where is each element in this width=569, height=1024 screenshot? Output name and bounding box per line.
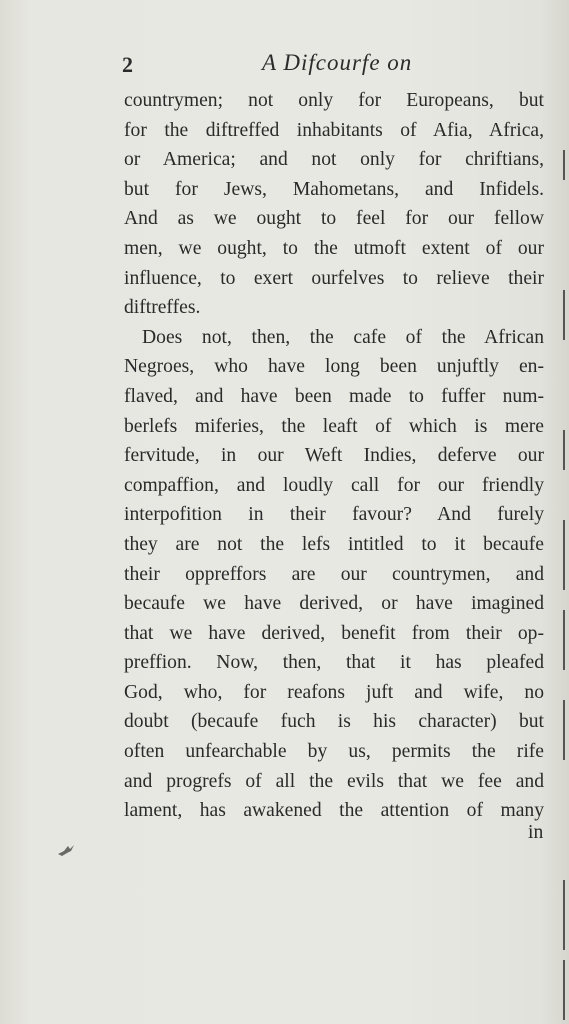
text-line: flaved, and have been made to fuffer num-	[124, 385, 544, 407]
text-line: Negroes, who have long been unjuftly en-	[124, 356, 544, 378]
text-line: men, we ought, to the utmoft extent of our	[124, 237, 544, 259]
text-line: their oppreffors are our countrymen, and	[124, 563, 544, 585]
catchword: in	[528, 822, 544, 843]
body-text	[124, 86, 544, 826]
page-edge-shadow	[563, 610, 565, 670]
text-line: Does not, then, the cafe of the African	[142, 326, 544, 348]
page-edge-shadow	[563, 150, 565, 180]
text-line: diftreffes.	[124, 297, 201, 319]
text-line: fervitude, in our Weft Indies, deferve our	[124, 445, 544, 467]
text-line: for the diftreffed inhabitants of Afia, Africa,	[124, 119, 544, 141]
page-edge-shadow	[563, 290, 565, 340]
text-line: doubt (becaufe fuch is his character) but	[124, 711, 544, 733]
text-line: interpofition in their favour? And furely	[124, 504, 544, 526]
text-line: often unfearchable by us, permits the rife	[124, 741, 544, 763]
page-edge-shadow	[563, 960, 565, 1020]
text-line: lament, has awakened the attention of many	[124, 800, 544, 822]
text-line: that we have derived, benefit from their op-	[124, 622, 544, 644]
page-edge-shadow	[563, 520, 565, 590]
text-line: they are not the lefs intitled to it becaufe	[124, 533, 544, 555]
ink-blot-icon	[56, 842, 76, 858]
text-line: influence, to exert ourfelves to relieve their	[124, 267, 544, 289]
page-number: 2	[122, 52, 133, 77]
text-line: becaufe we have derived, or have imagined	[124, 593, 544, 615]
text-line: And as we ought to feel for our fellow	[124, 208, 544, 230]
text-line: countrymen; not only for Europeans, but	[124, 90, 544, 111]
page-edge-shadow	[563, 430, 565, 470]
text-line: berlefs miferies, the leaft of which is mere	[124, 415, 544, 437]
page-edge-shadow	[563, 700, 565, 760]
text-line: or America; and not only for chriftians,	[124, 149, 544, 171]
running-title: A Difcourfe on	[262, 50, 413, 75]
text-line: but for Jews, Mahometans, and Infidels.	[124, 178, 544, 200]
text-line: preffion. Now, then, that it has pleafed	[124, 652, 544, 674]
text-line: God, who, for reafons juft and wife, no	[124, 681, 544, 703]
page-edge-shadow	[563, 880, 565, 950]
text-line: and progrefs of all the evils that we fee and	[124, 770, 544, 792]
page-header	[122, 50, 422, 80]
text-line: compaffion, and loudly call for our friendly	[124, 474, 544, 496]
